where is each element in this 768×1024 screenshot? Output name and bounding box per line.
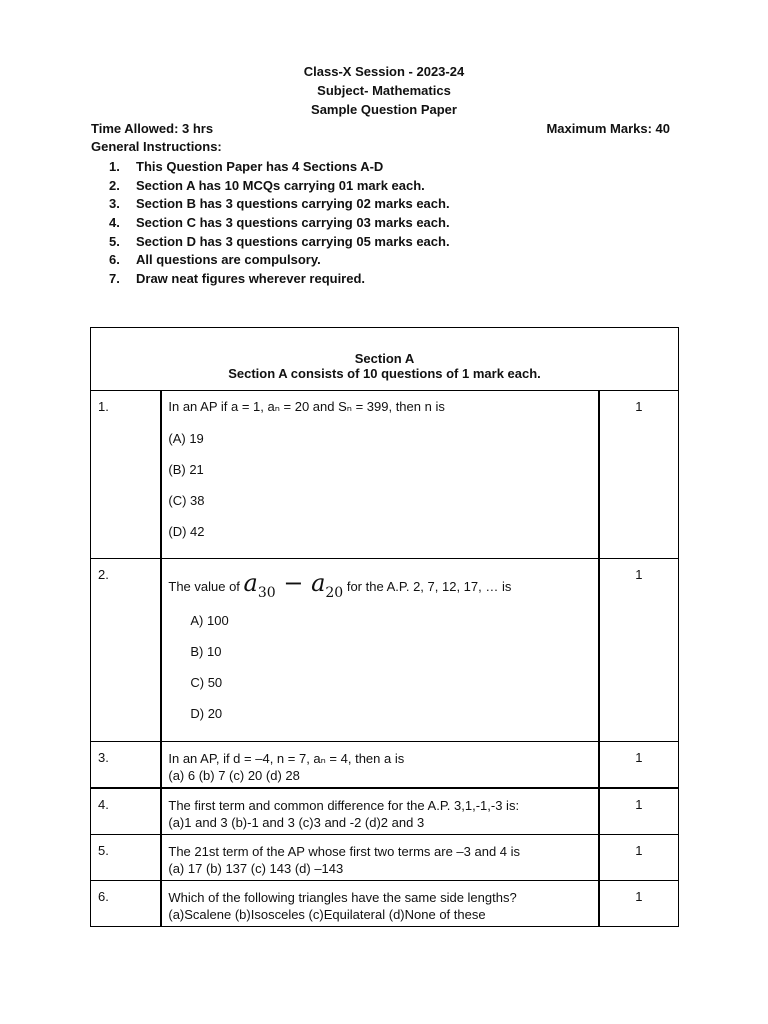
question-text: The first term and common difference for the A.P. 3,1,-1,-3 is: xyxy=(168,797,520,813)
question-text: In an AP if a = 1, aₙ = 20 and Sₙ = 399, then n is xyxy=(168,399,445,414)
option: (A) 19 xyxy=(168,431,204,446)
question-text-after: for the A.P. 2, 7, 12, 17, … is xyxy=(346,579,512,594)
question-options-line: (a)1 and 3 (b)-1 and 3 (c)3 and -2 (d)2 and 3 xyxy=(168,814,425,830)
question-marks: 1 xyxy=(599,835,679,881)
question-number: 3. xyxy=(91,742,162,788)
question-marks: 1 xyxy=(599,788,679,835)
question-options-line: (a) 6 (b) 7 (c) 20 (d) 28 xyxy=(168,768,300,783)
question-body xyxy=(161,788,598,835)
option: (C) 38 xyxy=(168,493,205,508)
section-header-row xyxy=(91,328,679,391)
instruction-text: Section D has 3 questions carrying 05 marks each. xyxy=(136,233,450,249)
question-marks: 1 xyxy=(599,742,679,788)
instruction-number: 1. xyxy=(109,159,120,174)
instructions-title: General Instructions: xyxy=(91,139,222,154)
instruction-item xyxy=(109,251,450,270)
instruction-text: Section B has 3 questions carrying 02 marks each. xyxy=(136,196,450,212)
question-marks: 1 xyxy=(599,881,679,927)
instruction-number: 6. xyxy=(109,252,120,268)
question-options-line: (a)Scalene (b)Isosceles (c)Equilateral (d)None of these xyxy=(168,907,486,922)
instruction-text: This Question Paper has 4 Sections A-D xyxy=(136,159,384,174)
instruction-number: 4. xyxy=(109,215,120,231)
question-row xyxy=(91,559,679,742)
instruction-text: Section A has 10 MCQs carrying 01 mark each. xyxy=(136,177,425,193)
question-text xyxy=(168,569,591,601)
question-text: In an AP, if d = –4, n = 7, aₙ = 4, then a is xyxy=(168,751,405,766)
question-body xyxy=(161,835,598,881)
question-row xyxy=(91,835,679,881)
question-body xyxy=(161,559,598,742)
instruction-number: 5. xyxy=(109,233,120,249)
question-number: 2. xyxy=(91,559,162,742)
question-number: 4. xyxy=(91,788,162,835)
question-row xyxy=(91,788,679,835)
instruction-text: Draw neat figures wherever required. xyxy=(136,271,366,287)
question-row xyxy=(91,391,679,559)
maximum-marks: Maximum Marks: 40 xyxy=(546,121,670,136)
question-text: The 21st term of the AP whose first two terms are –3 and 4 is xyxy=(168,844,521,859)
instruction-text: All questions are compulsory. xyxy=(136,252,321,268)
question-text-before: The value of xyxy=(168,579,240,594)
question-table xyxy=(90,327,679,927)
paper-meta-row xyxy=(91,121,670,136)
instructions-list xyxy=(109,158,450,289)
option: C) 50 xyxy=(190,674,223,690)
option: B) 10 xyxy=(190,643,222,659)
question-marks: 1 xyxy=(599,559,679,742)
instruction-item xyxy=(109,214,450,233)
question-body xyxy=(161,742,598,788)
question-number: 1. xyxy=(91,391,162,559)
question-text: Which of the following triangles have the same side lengths? xyxy=(168,890,517,905)
question-row xyxy=(91,881,679,927)
section-header xyxy=(91,328,679,391)
paper-title: Sample Question Paper xyxy=(311,102,457,117)
section-subtitle: Section A consists of 10 questions of 1 mark each. xyxy=(228,366,541,381)
question-row xyxy=(91,742,679,788)
instruction-number: 2. xyxy=(109,177,120,193)
instruction-item xyxy=(109,195,450,214)
question-number: 5. xyxy=(91,835,162,881)
paper-subject: Subject- Mathematics xyxy=(317,83,451,98)
instruction-item xyxy=(109,177,450,196)
instruction-number: 7. xyxy=(109,271,120,287)
option: A) 100 xyxy=(190,612,229,628)
paper-class-session: Class-X Session - 2023-24 xyxy=(303,64,465,79)
question-options-line: (a) 17 (b) 137 (c) 143 (d) –143 xyxy=(168,861,344,876)
question-number: 6. xyxy=(91,881,162,927)
instruction-number: 3. xyxy=(109,196,120,212)
option: D) 20 xyxy=(190,705,223,721)
instruction-item xyxy=(109,270,450,289)
option: (D) 42 xyxy=(168,524,205,539)
question-body xyxy=(161,391,598,559)
math-expression: $a_{30} - a_{20}$ xyxy=(243,569,344,601)
question-marks: 1 xyxy=(599,391,679,559)
question-body xyxy=(161,881,598,927)
time-allowed: Time Allowed: 3 hrs xyxy=(91,121,214,136)
section-title: Section A xyxy=(354,351,415,366)
option: (B) 21 xyxy=(168,462,204,477)
instruction-text: Section C has 3 questions carrying 03 marks each. xyxy=(136,215,450,231)
instruction-item xyxy=(109,233,450,252)
instruction-item xyxy=(109,158,450,177)
